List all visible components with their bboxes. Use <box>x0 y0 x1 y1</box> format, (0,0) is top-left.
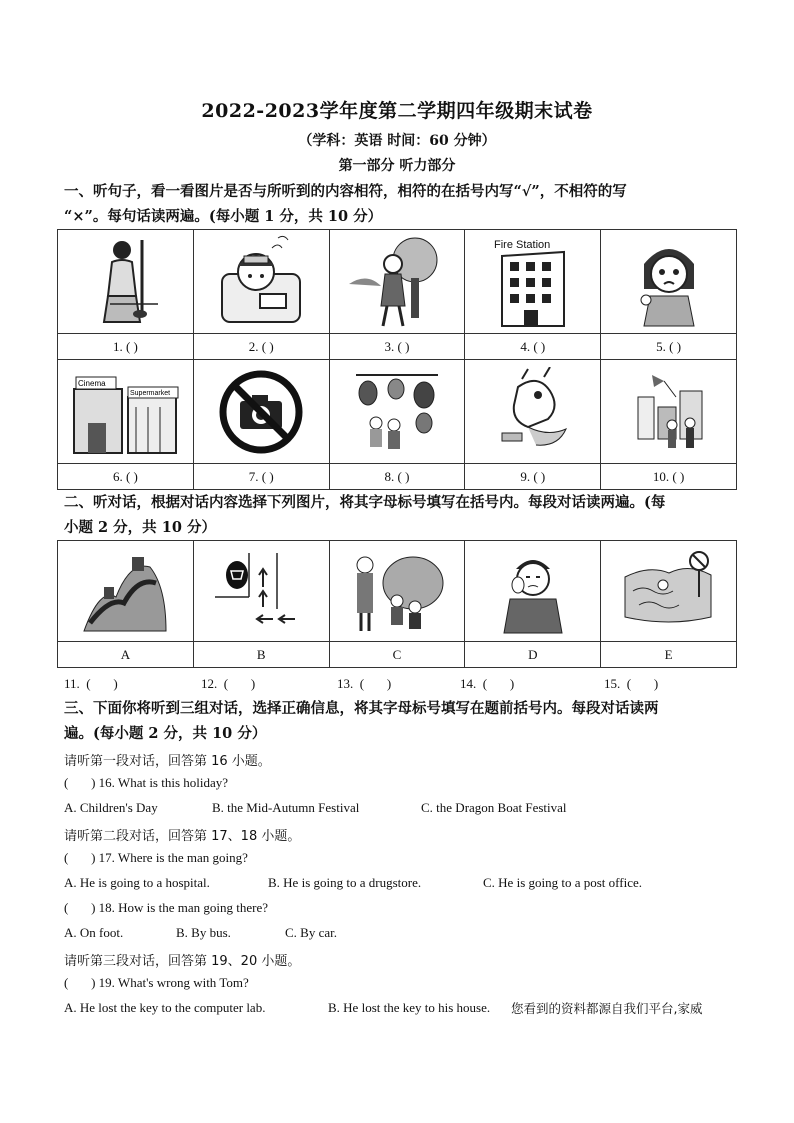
label-10: 10. ( ) <box>601 464 737 490</box>
q18-option-a: A. On foot. <box>64 925 124 940</box>
picture-cell-3 <box>329 230 465 334</box>
q17-option-b: B. He is going to a drugstore. <box>268 875 422 890</box>
section3-instruction <box>64 696 740 746</box>
q16-option-a: A. Children's Day <box>64 800 158 815</box>
answer-11: 11. ( ) <box>64 676 118 691</box>
label-6: 6. ( ) <box>58 464 194 490</box>
picture-cell-A <box>58 541 194 642</box>
no-photos-icon <box>216 367 306 457</box>
watermark-text: 您看到的资料都源自我们平台,家威 <box>511 1001 703 1016</box>
group3-intro: 请听第三段对话，回答第 19、20 小题。 <box>64 954 301 969</box>
answer-13: 13. ( ) <box>337 676 392 691</box>
sick-girl-icon <box>216 234 306 329</box>
picture-cell-6 <box>58 360 194 464</box>
letter-B: B <box>193 642 329 668</box>
picture-cell-D <box>465 541 601 642</box>
label-1: 1. ( ) <box>58 334 194 360</box>
picture-cell-4 <box>465 230 601 334</box>
shop-map-icon <box>211 547 311 635</box>
q18-option-c: C. By car. <box>285 925 337 940</box>
label-5: 5. ( ) <box>601 334 737 360</box>
section2-instruction-line1: 二、听对话，根据对话内容选择下列图片，将其字母标号填写在括号内。每段对话读两遍。(每 <box>64 494 666 511</box>
label-3: 3. ( ) <box>329 334 465 360</box>
children-buildings-icon <box>624 367 714 457</box>
letter-C: C <box>329 642 465 668</box>
label-2: 2. ( ) <box>193 334 329 360</box>
label-9: 9. ( ) <box>465 464 601 490</box>
group2-intro: 请听第二段对话，回答第 17、18 小题。 <box>64 829 301 844</box>
section1-instruction-line2: “×”。每句话读两遍。(每小题 1 分，共 10 分） <box>64 208 383 225</box>
sick-boy-icon <box>488 547 578 635</box>
family-park-icon <box>347 547 447 635</box>
picture-cell-5 <box>601 230 737 334</box>
part-heading: 第一部分 听力部分 <box>338 158 456 174</box>
answer-14: 14. ( ) <box>460 676 515 691</box>
fire-station-icon <box>488 234 578 329</box>
section2-picture-table <box>57 540 737 668</box>
q16-option-c: C. the Dragon Boat Festival <box>421 800 567 815</box>
picture-cell-E <box>601 541 737 642</box>
section2-instruction-line2: 小题 2 分，共 10 分） <box>64 519 216 536</box>
picture-cell-9 <box>465 360 601 464</box>
no-swimming-icon <box>619 547 719 635</box>
label-8: 8. ( ) <box>329 464 465 490</box>
cinema-sign: Cinema <box>78 378 106 388</box>
lanterns-children-icon <box>352 367 442 457</box>
letter-D: D <box>465 642 601 668</box>
section2-instruction <box>64 490 740 540</box>
girl-in-park-icon <box>347 234 447 329</box>
supermarket-sign: Supermarket <box>130 389 171 397</box>
question-18: ( ) 18. How is the man going there? <box>64 900 268 915</box>
picture-cell-2 <box>193 230 329 334</box>
fire-station-sign: Fire Station <box>493 239 551 251</box>
label-7: 7. ( ) <box>193 464 329 490</box>
picture-cell-B <box>193 541 329 642</box>
erhu-player-icon <box>90 234 160 329</box>
question-17: ( ) 17. Where is the man going? <box>64 850 248 865</box>
great-wall-icon <box>80 547 170 635</box>
question-19: ( ) 19. What's wrong with Tom? <box>64 975 249 990</box>
picture-cell-1 <box>58 230 194 334</box>
subject-time-line: （学科：英语 时间：60 分钟） <box>298 133 496 149</box>
q19-option-b: B. He lost the key to his house. <box>328 1000 491 1015</box>
dragon-dance-icon <box>488 367 578 457</box>
group1-intro: 请听第一段对话，回答第 16 小题。 <box>64 754 271 769</box>
page-title: 2022-2023学年度第二学期四年级期末试卷 <box>201 100 593 122</box>
section1-picture-table <box>57 229 737 490</box>
answer-15: 15. ( ) <box>604 676 659 691</box>
question-16: ( ) 16. What is this holiday? <box>64 775 229 790</box>
answer-12: 12. ( ) <box>201 676 256 691</box>
picture-cell-10 <box>601 360 737 464</box>
letter-A: A <box>58 642 194 668</box>
section3-instruction-line2: 遍。(每小题 2 分，共 10 分） <box>64 725 267 742</box>
cinema-supermarket-icon <box>70 367 180 457</box>
section1-instruction <box>64 179 740 229</box>
q17-option-a: A. He is going to a hospital. <box>64 875 210 890</box>
worried-girl-icon <box>624 234 714 329</box>
picture-cell-8 <box>329 360 465 464</box>
picture-cell-7 <box>193 360 329 464</box>
q19-option-a: A. He lost the key to the computer lab. <box>64 1000 266 1015</box>
q16-option-b: B. the Mid-Autumn Festival <box>212 800 360 815</box>
label-4: 4. ( ) <box>465 334 601 360</box>
picture-cell-C <box>329 541 465 642</box>
section3-instruction-line1: 三、下面你将听到三组对话，选择正确信息，将其字母标号填写在题前括号内。每段对话读两 <box>64 700 659 717</box>
q17-option-c: C. He is going to a post office. <box>483 875 642 890</box>
q18-option-b: B. By bus. <box>176 925 231 940</box>
section1-instruction-line1: 一、听句子，看一看图片是否与所听到的内容相符，相符的在括号内写“√”，不相符的写 <box>64 183 627 200</box>
letter-E: E <box>601 642 737 668</box>
